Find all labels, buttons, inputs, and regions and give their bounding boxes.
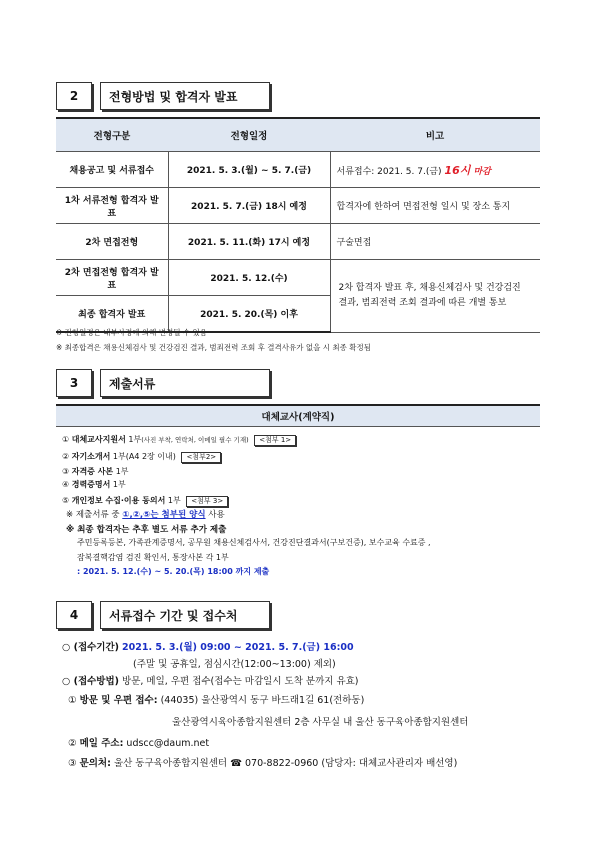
doc-item [62, 479, 126, 490]
mail-line [68, 735, 209, 749]
section-number: 2 [56, 82, 92, 110]
note-cell [330, 152, 540, 188]
item-name: 대체교사지원서 [71, 435, 126, 444]
deadline-highlight: 16시 [444, 163, 471, 177]
doc-item [62, 451, 221, 463]
stage-cell: 채용공고 및 서류접수 [56, 152, 168, 188]
schedule-note: ※ 최종합격은 채용신체검사 및 건강검진 결과, 범죄전력 조회 후 결격사유가 없을 시 최종 확정됨 [56, 343, 371, 352]
mail-value[interactable]: udscc@daum.net [126, 738, 210, 749]
item-small: (사진 부착, 연락처, 이메일 필수 기재) [141, 436, 249, 444]
table-row [56, 224, 540, 260]
period-value: 2021. 5. 3.(월) 09:00 ~ 2021. 5. 7.(금) 16:00 [122, 642, 354, 653]
date-cell: 2021. 5. 11.(화) 17시 예정 [168, 224, 330, 260]
attachment-tag: <첨부2> [181, 452, 221, 463]
method-line [62, 673, 359, 687]
section-title: 전형방법 및 합격자 발표 [100, 82, 270, 110]
stage-cell: 2차 면접전형 [56, 224, 168, 260]
doc-item [62, 495, 228, 507]
item-desc: 1부 [167, 496, 181, 505]
attach-note-highlight: ①,②,⑤는 첨부된 양식 [122, 510, 206, 520]
date-cell: 2021. 5. 7.(금) 18시 예정 [168, 188, 330, 224]
item-number: ① [62, 435, 70, 444]
note-cell: 구술면접 [330, 224, 540, 260]
visit-number: ① [68, 695, 77, 706]
method-label: ○ (접수방법) [62, 676, 119, 687]
section-title: 서류접수 기간 및 접수처 [100, 601, 270, 629]
contact-label: 문의처: [79, 758, 111, 769]
date-cell: 2021. 5. 3.(월) ~ 5. 7.(금) [168, 152, 330, 188]
note-suffix: 마감 [470, 166, 491, 177]
schedule-table [56, 117, 540, 333]
item-name: 자격증 사본 [71, 467, 114, 476]
section3-header [56, 369, 270, 397]
stage-cell: 최종 합격자 발표 [56, 296, 168, 333]
section2-header [56, 82, 270, 110]
item-number: ③ [62, 467, 70, 476]
attachment-tag: <첨부 1> [254, 435, 296, 446]
doc-item [62, 434, 296, 446]
note-cell: 2차 합격자 발표 후, 채용신체검사 및 건강검진 결과, 범죄전력 조회 결과에 따른 개별 통보 [330, 260, 540, 333]
period-label: ○ (접수기간) [62, 642, 119, 653]
stage-cell: 1차 서류전형 합격자 발표 [56, 188, 168, 224]
visit-line [68, 692, 364, 706]
attach-note [66, 508, 225, 520]
final-docs-line: 잠복결핵감염 검진 확인서, 통장사본 각 1부 [77, 553, 229, 562]
period-sub: (주말 및 공휴일, 점심시간(12:00~13:00) 제외) [133, 659, 336, 670]
attach-note-suffix: 사용 [205, 510, 225, 520]
section-number: 3 [56, 369, 92, 397]
date-cell: 2021. 5. 12.(수) [168, 260, 330, 296]
table-row [56, 260, 540, 296]
contact-number: ③ [68, 758, 77, 769]
period-line [62, 639, 354, 653]
final-docs-title: ※ 최종 합격자는 추후 별도 서류 추가 제출 [66, 525, 227, 535]
stage-cell: 2차 면접전형 합격자 발표 [56, 260, 168, 296]
table-row [56, 152, 540, 188]
final-docs-deadline: : 2021. 5. 12.(수) ~ 5. 20.(목) 18:00 까지 제출 [77, 567, 270, 576]
item-number: ⑤ [62, 496, 70, 505]
item-number: ② [62, 452, 70, 461]
item-desc: 1부 [115, 467, 129, 476]
section-number: 4 [56, 601, 92, 629]
item-name: 경력증명서 [71, 480, 111, 489]
item-name: 자기소개서 [71, 452, 111, 461]
mail-number: ② [68, 738, 77, 749]
visit-value: (44035) 울산광역시 동구 바드래1길 61(전하동) [160, 695, 365, 706]
table-row [56, 188, 540, 224]
note-cell: 합격자에 한하여 면접전형 일시 및 장소 통지 [330, 188, 540, 224]
doc-bar-title: 대체교사(계약직) [56, 404, 540, 427]
section4-header [56, 601, 270, 629]
schedule-note: ※ 전형일정은 내부사정에 의해 변경될 수 있음 [56, 328, 207, 337]
final-docs-line: 주민등록등본, 가족관계증명서, 공무원 채용신체검사서, 건강진단결과서(구보건증), 보수교육 수료증 , [77, 538, 431, 547]
visit-sub: 울산광역시육아종합지원센터 2층 사무실 내 울산 동구육아종합지원센터 [172, 717, 469, 728]
mail-label: 메일 주소: [79, 738, 124, 749]
phone-icon: ☎ [230, 758, 242, 769]
header-date: 전형일정 [168, 118, 330, 152]
item-desc: 1부 [128, 435, 142, 444]
item-desc: 1부 [112, 480, 126, 489]
date-cell: 2021. 5. 20.(목) 이후 [168, 296, 330, 333]
phone-value: 070-8822-0960 (담당자: 대체교사관리자 배선영) [245, 758, 458, 769]
method-value: 방문, 메일, 우편 접수(접수는 마감일시 도착 분까지 유효) [122, 676, 359, 687]
item-number: ④ [62, 480, 70, 489]
doc-item [62, 466, 129, 477]
visit-label: 방문 및 우편 접수: [79, 695, 158, 706]
section-title: 제출서류 [100, 369, 270, 397]
note-prefix: 서류접수: 2021. 5. 7.(금) [336, 166, 445, 177]
header-note: 비고 [330, 118, 540, 152]
table-header-row [56, 118, 540, 152]
item-name: 개인정보 수집·이용 동의서 [71, 496, 166, 505]
header-stage: 전형구분 [56, 118, 168, 152]
contact-value: 울산 동구육아종합지원센터 [113, 758, 228, 769]
attach-note-prefix: ※ 제출서류 중 [66, 510, 123, 520]
contact-line [68, 755, 457, 769]
attachment-tag: <첨부 3> [186, 496, 228, 507]
item-desc: 1부(A4 2장 이내) [112, 452, 176, 461]
